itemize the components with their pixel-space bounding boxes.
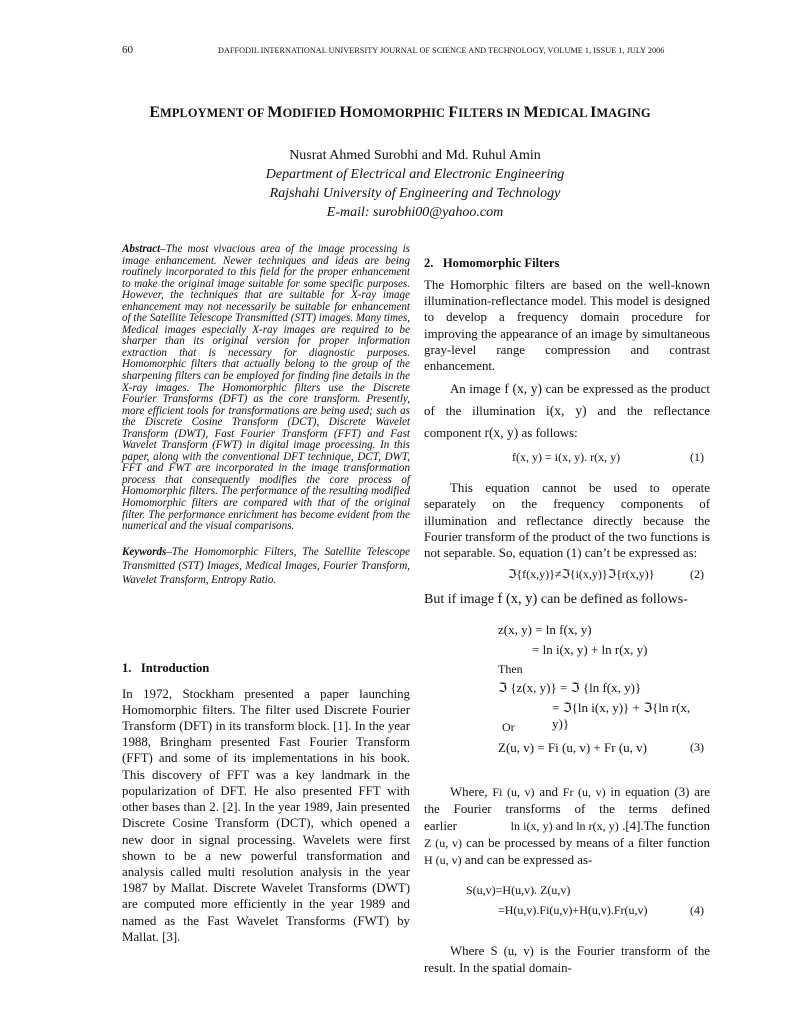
text-span: .[4].The function <box>618 819 711 834</box>
title-part: EDICAL <box>538 106 591 120</box>
equation-1 <box>424 450 710 472</box>
math-fr: Fr (u, v) <box>562 785 606 800</box>
text-span: as follows: <box>518 426 578 441</box>
text-span: can be expressed as the product of the illumination <box>424 382 710 419</box>
equation-line: ℑ {z(x, y)} = ℑ {ln f(x, y)} <box>498 680 642 696</box>
left-column <box>122 244 410 945</box>
math-f: f (x, y) <box>497 591 538 608</box>
math-s: S (u, v) <box>490 944 534 959</box>
title-part: E <box>149 104 161 121</box>
math-h: H (u, v) <box>424 853 462 868</box>
math-z: Z (u, v) <box>424 836 463 851</box>
text-span: But if image <box>424 592 498 608</box>
text-span: can be defined as follows- <box>537 592 688 608</box>
text-span: and <box>534 785 563 800</box>
math-fi: Fi (u, v) <box>492 785 535 800</box>
paragraph: The Homorphic filters are based on the well-known illumination-reflectance model. This model is designed to develop a frequency domain procedure for improving the appearance of an image by simultaneous gray-level range compression and contrast enhancement. <box>424 278 710 374</box>
title-part: ILTERS IN <box>458 106 524 120</box>
author-university: Rajshahi University of Engineering and Technology <box>269 186 561 201</box>
math-f: f (x, y) <box>504 381 543 397</box>
abstract <box>122 244 410 533</box>
paragraph <box>424 943 710 975</box>
equation-line: z(x, y) = ln f(x, y) <box>498 622 592 638</box>
keywords-text: –The Homomorphic Filters, The Satellite Telescope Transmitted (STT) Images, Medical Images, Fourier Transform, Wavelet Transform, Entropy Ratio. <box>122 545 410 586</box>
introduction-paragraph: In 1972, Stockham presented a paper launching Homomorphic filters. The filter used Discrete Fourier Transform (DFT) in its transform block. [1]. In the year 1988, Bringham presented Fast Fourier Transform (FFT) and some of its implementations in his book. This discovery of FFT was a key landmark in the popularization of DFT. He also presented FFT with other bases than 2. [2]. In the year 1989, Jain presented Discrete Cosine Transform (DCT), which opened a new door in signal processing. Wavelets were first shown to be a new powerful transformation and analysis called multi resolution analysis in the year 1987 by Mallat. Discrete Wavelet Transforms (DWT) are computed more efficiently in the year 1989 and named as the Fast Wavelet Transforms (FWT) by Mallat. [3]. <box>122 686 410 944</box>
equation-number: (3) <box>690 740 704 755</box>
text-span: can be processed by means of a filter function <box>462 836 710 851</box>
page-number: 60 <box>122 44 133 56</box>
section-heading-introduction: 1. Introduction <box>122 660 210 675</box>
equation-number: (1) <box>690 450 704 465</box>
equation-line: S(u,v)=H(u,v). Z(u,v) <box>466 883 571 898</box>
title-part: I <box>590 104 597 121</box>
equation-text: ℑ{f(x,y)}≠ℑ{i(x,y)}ℑ{r(x,y)} <box>508 567 655 582</box>
abstract-text: –The most vivacious area of the image processing is image enhancement. Newer techniques and ideas are being routinely incorporated to this field for the proper enhancement to make the original image suitable for some specific purposes. However, the techniques that are suitable for X-ray image enhancement may not necessarily be suitable for enhancement of the Satellite Telescope Transmitted (STT) images. Many times, Medical images especially X-ray images are required to be sharper than its original version for proper information extraction that is necessary for diagnostic purposes. Homomorphic filters that actually belong to the group of the sharpening filters can be employed for finding fine details in the X-ray images. The Homomorphic filters use the Discrete Fourier Transforms (DFT) as the core transform. Presently, more efficient tools for transformations are being used; such as the Discrete Cosine Transform (DCT), Discrete Wavelet Transform (DWT), Fast Fourier Transform (FFT) and Fast Wavelet Transform (FWT) in digital image processing. In this paper, along with the conventional DFT technique, DCT, DWT, FFT and FWT are incorporated in the image transformation process that consequently modifies the core process of Homomorphic filters. The performance of the resulting modified Homomorphic filters are compared with that of the original filter. The performance enrichment has become evident from the numerical and the visual comparisons. <box>122 243 411 533</box>
title-part: M <box>523 104 539 121</box>
title-part: OMOMORPHIC <box>352 106 449 120</box>
author-names: Nusrat Ahmed Surobhi and Md. Ruhul Amin <box>289 148 541 163</box>
author-department: Department of Electrical and Electronic Engineering <box>265 167 565 182</box>
equation-line: = ln i(x, y) + ln r(x, y) <box>532 642 648 658</box>
paper-title <box>0 104 800 122</box>
author-email: E-mail: surobhi00@yahoo.com <box>326 205 504 220</box>
then-label: Then <box>498 662 523 677</box>
math-ln: ln i(x, y) and ln r(x, y) <box>510 819 619 834</box>
title-part: MAGING <box>596 106 651 120</box>
abstract-label: Abstract <box>122 243 161 255</box>
equation-3-block <box>424 614 710 774</box>
text-span: and can be expressed as- <box>461 853 593 868</box>
text-span: is the Fourier transform of the result. In the spatial domain- <box>424 944 711 975</box>
title-part: H <box>339 104 353 121</box>
math-i: i(x, y) <box>546 403 587 419</box>
keywords-label: Keywords <box>122 545 167 558</box>
equation-line: Z(u, v) = Fi (u, v) + Fr (u, v) <box>498 740 647 756</box>
title-part: ODIFIED <box>282 106 340 120</box>
section-heading-homomorphic-filters: 2. Homomorphic Filters <box>424 256 560 270</box>
text-span: in equation (3) are the Fourier transforms of the terms defined earlier <box>424 785 711 834</box>
paragraph <box>424 784 710 869</box>
title-part: MPLOYMENT OF <box>160 106 268 120</box>
author-block <box>0 146 800 222</box>
equation-2 <box>424 567 710 589</box>
math-r: r(x, y) <box>484 425 519 441</box>
or-label: Or <box>502 720 515 735</box>
equation-text: f(x, y) = i(x, y). r(x, y) <box>512 450 621 465</box>
paragraph: This equation cannot be used to operate separately on the frequency components of illumination and reflectance directly because the Fourier transform of the product of the two functions is not separable. So, equation (1) can’t be expressed as: <box>424 481 710 561</box>
equation-line: =H(u,v).Fi(u,v)+H(u,v).Fr(u,v) <box>498 903 648 918</box>
title-part: F <box>448 104 459 121</box>
equation-number: (4) <box>690 903 704 918</box>
keywords <box>122 545 410 587</box>
equation-number: (2) <box>690 567 704 582</box>
right-column <box>424 256 710 976</box>
text-span: and the reflectance component <box>424 404 710 441</box>
text-span: Where, <box>450 785 493 800</box>
running-head: DAFFODIL INTERNATIONAL UNIVERSITY JOURNAL OF SCIENCE AND TECHNOLOGY, VOLUME 1, ISSUE 1, JULY 2006 <box>218 46 665 55</box>
text-span: An image <box>450 382 505 397</box>
equation-line: = ℑ{ln i(x, y)} + ℑ{ln r(x, y)} <box>552 700 691 732</box>
text-span: Where <box>450 944 491 959</box>
paragraph <box>424 591 710 608</box>
equation-4-block <box>424 877 710 929</box>
paragraph <box>424 378 710 444</box>
title-part: M <box>267 104 283 121</box>
